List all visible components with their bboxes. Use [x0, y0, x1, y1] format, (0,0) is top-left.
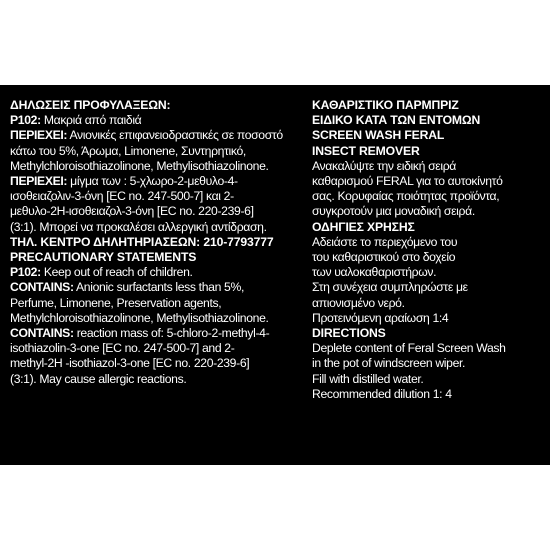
description-line-3: σας. Κορυφαίας ποιότητας προϊόντα,: [312, 189, 500, 204]
contains-english-2-line-2: isothiazolin-3-one [EC no. 247-500-7] and 2-: [10, 341, 235, 356]
contains-greek-2-line-2: ισοθειαζολιν-3-όνη [EC no. 247-500-7] και 2-: [10, 189, 234, 204]
poison-center-phone: ΤΗΛ. ΚΕΝΤΡΟ ΔΗΛΗΤΗΡΙΑΣΕΩΝ: 210-7793777: [10, 234, 274, 249]
directions-heading: DIRECTIONS: [312, 326, 386, 341]
contains-greek-1-label: ΠΕΡΙΕΧΕΙ:: [10, 128, 68, 143]
instructions-heading: ΟΔΗΓΙΕΣ ΧΡΗΣΗΣ: [312, 219, 415, 234]
directions-line-1: Deplete content of Feral Screen Wash: [312, 341, 506, 356]
heading-precautionary-statements: PRECAUTIONARY STATEMENTS: [10, 250, 197, 265]
p102-greek: [10, 113, 298, 128]
description-line-2: καθαρισμού FERAL για το αυτοκίνητό: [312, 174, 503, 189]
heading-precautions-greek: ΔΗΛΩΣΕΙΣ ΠΡΟΦΥΛΑΞΕΩΝ:: [10, 98, 171, 112]
contains-english-1-text-1: Anionic surfactants less than 5%,: [73, 280, 244, 295]
contains-greek-2-line-3: μεθυλο-2Η-ισοθειαζολ-3-όνη [EC no. 220-239-6]: [10, 204, 254, 219]
instructions-line-5: απιονισμένο νερό.: [312, 295, 405, 310]
instructions-line-1: Αδειάστε το περιεχόμενο του: [312, 234, 458, 249]
contains-english-2-text-1: reaction mass of: 5-chloro-2-methyl-4-: [73, 326, 270, 341]
product-title-line-3: SCREEN WASH FERAL: [312, 128, 445, 143]
instructions-line-3: των υαλοκαθαριστήρων.: [312, 265, 437, 280]
product-title-line-1: ΚΑΘΑΡΙΣΤΙΚΟ ΠΑΡΜΠΡΙΖ: [312, 98, 459, 112]
instructions-line-6: Προτεινόμενη αραίωση 1:4: [312, 310, 449, 325]
contains-greek-2-text-1: μίγμα των : 5-χλωρο-2-μεθυλο-4-: [67, 174, 238, 189]
instructions-line-2: του καθαριστικού στο δοχείο: [312, 250, 456, 265]
p102-greek-text: Μακριά από παιδιά: [40, 113, 142, 128]
p102-greek-label: P102:: [10, 113, 41, 128]
contains-english-2-label: CONTAINS:: [10, 326, 74, 341]
product-label: [0, 85, 550, 465]
contains-english-1-label: CONTAINS:: [10, 280, 74, 295]
p102-english: [10, 265, 298, 280]
contains-english-1-line-2: Perfume, Limonene, Preservation agents,: [10, 295, 222, 310]
description-line-4: συγκροτούν μια μοναδική σειρά.: [312, 204, 475, 219]
product-info-column: [312, 98, 542, 402]
p102-english-text: Keep out of reach of children.: [40, 265, 193, 280]
product-title-line-2: ΕΙΔΙΚΟ ΚΑΤΑ ΤΩΝ ΕΝΤΟΜΩΝ: [312, 113, 481, 128]
contains-greek-2-line-4: (3:1). Μπορεί να προκαλέσει αλλεργική αντίδραση.: [10, 219, 267, 234]
contains-greek-2-line-1: [10, 174, 298, 189]
contains-english-2-line-4: (3:1). May cause allergic reactions.: [10, 371, 187, 386]
contains-english-2-line-3: methyl-2H -isothiazol-3-one [EC no. 220-239-6]: [10, 356, 250, 371]
contains-greek-2-label: ΠΕΡΙΕΧΕΙ:: [10, 174, 68, 189]
directions-line-3: Fill with distilled water.: [312, 371, 424, 386]
description-line-1: Ανακαλύψτε την ειδική σειρά: [312, 158, 456, 173]
contains-english-2-line-1: [10, 326, 298, 341]
directions-line-2: in the pot of windscreen wiper.: [312, 356, 466, 371]
contains-greek-1-text-1: Ανιονικές επιφανειοδραστικές σε ποσοστό: [67, 128, 283, 143]
product-title-line-4: INSECT REMOVER: [312, 143, 420, 158]
directions-line-4: Recommended dilution 1: 4: [312, 386, 452, 401]
contains-english-1-line-3: Methylchloroisothiazolinone, Methylisothiazolinone.: [10, 310, 269, 325]
instructions-line-4: Στη συνέχεια συμπληρώστε με: [312, 280, 468, 295]
p102-english-label: P102:: [10, 265, 41, 280]
contains-greek-1-line-3: Methylchloroisothiazolinone, Methylisothiazolinone.: [10, 158, 269, 173]
contains-english-1-line-1: [10, 280, 298, 295]
contains-greek-1-line-2: κάτω του 5%, Άρωμα, Limonene, Συντηρητικό,: [10, 143, 246, 158]
contains-greek-1-line-1: [10, 128, 298, 143]
precautions-column: [10, 98, 298, 387]
